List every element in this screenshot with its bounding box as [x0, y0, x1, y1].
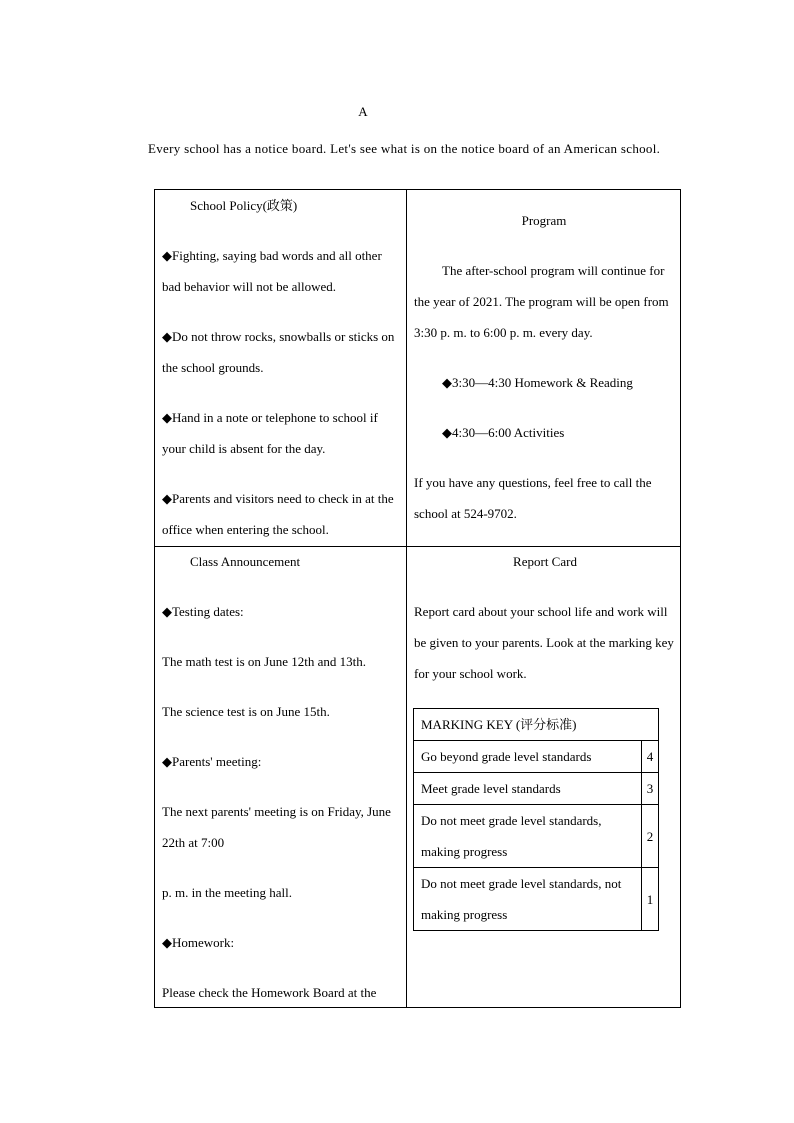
- marking-key-label: Do not meet grade level standards, making progress: [421, 813, 602, 859]
- marking-key-score: 1: [646, 892, 654, 907]
- class-announcement-cell: [162, 546, 399, 1008]
- marking-key-label: Go beyond grade level standards: [421, 749, 592, 764]
- marking-key-row: [413, 740, 659, 773]
- marking-key-label: Meet grade level standards: [421, 781, 561, 796]
- homework-text: Please check the Homework Board at the: [162, 985, 377, 1000]
- marking-key-score: 4: [646, 749, 654, 764]
- school-policy-title: School Policy(政策): [190, 198, 298, 213]
- testing-dates-label: ◆Testing dates:: [162, 604, 244, 619]
- marking-key-title: MARKING KEY (评分标准): [421, 717, 577, 732]
- intro-paragraph: Every school has a notice board. Let's see what is on the notice board of an American school.: [148, 141, 661, 156]
- marking-key-table: [413, 708, 659, 930]
- program-cell: [414, 205, 674, 529]
- program-item: ◆3:30—4:30 Homework & Reading: [442, 375, 633, 390]
- program-title: Program: [521, 213, 567, 228]
- math-test: The math test is on June 12th and 13th.: [162, 654, 367, 669]
- marking-key-row: [413, 867, 659, 931]
- announcement-title: Class Announcement: [190, 554, 301, 569]
- report-card-text: Report card about your school life and work will be given to your parents. Look at the marking key for your school work.: [414, 604, 674, 681]
- program-item: ◆4:30—6:00 Activities: [442, 425, 565, 440]
- homework-label: ◆Homework:: [162, 935, 235, 950]
- policy-item: ◆Hand in a note or telephone to school if your child is absent for the day.: [162, 410, 378, 456]
- report-card-title: Report Card: [513, 554, 577, 569]
- parents-meeting-place: p. m. in the meeting hall.: [162, 885, 292, 900]
- section-letter: A: [358, 104, 368, 119]
- report-card-cell: [414, 546, 676, 689]
- policy-item: ◆Parents and visitors need to check in at the office when entering the school.: [162, 491, 394, 537]
- science-test: The science test is on June 15th.: [162, 704, 330, 719]
- marking-key-row: [413, 804, 659, 868]
- marking-key-score: 2: [646, 829, 654, 844]
- parents-meeting-label: ◆Parents' meeting:: [162, 754, 262, 769]
- school-policy-cell: [162, 190, 399, 545]
- policy-item: ◆Fighting, saying bad words and all other bad behavior will not be allowed.: [162, 248, 382, 294]
- policy-item: ◆Do not throw rocks, snowballs or sticks on the school grounds.: [162, 329, 395, 375]
- marking-key-score: 3: [646, 781, 654, 796]
- parents-meeting-text: The next parents' meeting is on Friday, June 22th at 7:00: [162, 804, 391, 850]
- marking-key-label: Do not meet grade level standards, not making progress: [421, 876, 622, 922]
- marking-key-row: [413, 772, 659, 805]
- program-contact: If you have any questions, feel free to call the school at 524-9702.: [414, 475, 652, 521]
- program-text: The after-school program will continue for the year of 2021. The program will be open from 3:30 p. m. to 6:00 p. m. every day.: [414, 263, 669, 340]
